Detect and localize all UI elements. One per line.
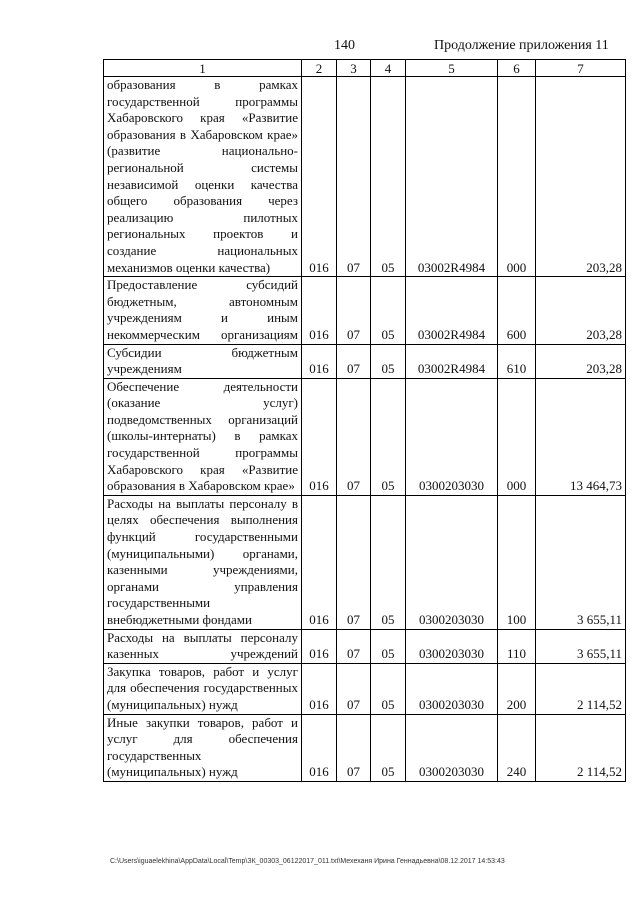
cell-section: 07 <box>337 378 371 495</box>
cell-amount: 3 655,11 <box>536 495 626 629</box>
continuation-label: Продолжение приложения 11 <box>434 38 609 53</box>
cell-expense-type: 240 <box>498 714 536 781</box>
footer-file-path: C:\Users\iguaelekhina\AppData\Local\Temp\ЗК_00303_06122017_011.txt\Мехеханя Ирина Геннадьевна\08.12.2017 14:53:43 <box>110 858 505 865</box>
cell-expense-type: 110 <box>498 629 536 663</box>
table-header-row <box>104 60 626 77</box>
row-description: Закупка товаров, работ и услуг для обеспечения государственных (муниципальных) нужд <box>104 663 302 714</box>
cell-target-article: 03002R4984 <box>406 277 498 344</box>
table-row <box>104 378 626 495</box>
cell-expense-type: 600 <box>498 277 536 344</box>
cell-section: 07 <box>337 277 371 344</box>
page-number: 140 <box>334 38 355 53</box>
cell-subsection: 05 <box>371 77 406 277</box>
cell-amount: 203,28 <box>536 277 626 344</box>
cell-section: 07 <box>337 663 371 714</box>
cell-section: 07 <box>337 495 371 629</box>
table-row <box>104 77 626 277</box>
row-description: Расходы на выплаты персоналу в целях обеспечения выполнения функций государственными (муниципальными) органами, казенными учреждениями, органами управления государственными внебюджетными фондами <box>104 495 302 629</box>
cell-ministry-code: 016 <box>302 277 337 344</box>
cell-subsection: 05 <box>371 378 406 495</box>
cell-subsection: 05 <box>371 277 406 344</box>
cell-expense-type: 100 <box>498 495 536 629</box>
row-description: Субсидии бюджетным учреждениям <box>104 344 302 378</box>
row-description: Предоставление субсидий бюджетным, автономным учреждениям и иным некоммерческим организациям <box>104 277 302 344</box>
cell-section: 07 <box>337 714 371 781</box>
cell-ministry-code: 016 <box>302 77 337 277</box>
cell-target-article: 0300203030 <box>406 495 498 629</box>
cell-ministry-code: 016 <box>302 378 337 495</box>
table-row <box>104 629 626 663</box>
cell-target-article: 0300203030 <box>406 714 498 781</box>
cell-amount: 203,28 <box>536 344 626 378</box>
cell-section: 07 <box>337 629 371 663</box>
cell-expense-type: 200 <box>498 663 536 714</box>
budget-table <box>103 59 626 782</box>
cell-amount: 203,28 <box>536 77 626 277</box>
row-description: образования в рамках государственной программы Хабаровского края «Развитие образования в Хабаровском крае» (развитие национально-региональной системы независимой оценки качества общего образования через реализацию пилотных региональных проектов и создание национальных механизмов оценки качества) <box>104 77 302 277</box>
cell-target-article: 0300203030 <box>406 663 498 714</box>
cell-section: 07 <box>337 77 371 277</box>
cell-expense-type: 000 <box>498 378 536 495</box>
cell-ministry-code: 016 <box>302 344 337 378</box>
row-description: Обеспечение деятельности (оказание услуг) подведомственных организаций (школы-интернаты) в рамках государственной программы Хабаровского края «Развитие образования в Хабаровском крае» <box>104 378 302 495</box>
cell-subsection: 05 <box>371 495 406 629</box>
cell-subsection: 05 <box>371 714 406 781</box>
column-header: 5 <box>406 60 498 77</box>
column-header: 1 <box>104 60 302 77</box>
column-header: 2 <box>302 60 337 77</box>
cell-ministry-code: 016 <box>302 663 337 714</box>
cell-expense-type: 610 <box>498 344 536 378</box>
cell-expense-type: 000 <box>498 77 536 277</box>
cell-target-article: 03002R4984 <box>406 77 498 277</box>
cell-amount: 13 464,73 <box>536 378 626 495</box>
row-description: Иные закупки товаров, работ и услуг для обеспечения государственных (муниципальных) нужд <box>104 714 302 781</box>
table-row <box>104 344 626 378</box>
cell-ministry-code: 016 <box>302 495 337 629</box>
cell-target-article: 0300203030 <box>406 378 498 495</box>
cell-amount: 3 655,11 <box>536 629 626 663</box>
table-row <box>104 714 626 781</box>
table-row <box>104 277 626 344</box>
cell-subsection: 05 <box>371 344 406 378</box>
cell-ministry-code: 016 <box>302 629 337 663</box>
column-header: 6 <box>498 60 536 77</box>
cell-amount: 2 114,52 <box>536 714 626 781</box>
column-header: 7 <box>536 60 626 77</box>
cell-target-article: 0300203030 <box>406 629 498 663</box>
cell-subsection: 05 <box>371 663 406 714</box>
table-row <box>104 663 626 714</box>
cell-ministry-code: 016 <box>302 714 337 781</box>
column-header: 3 <box>337 60 371 77</box>
column-header: 4 <box>371 60 406 77</box>
table-row <box>104 495 626 629</box>
cell-target-article: 03002R4984 <box>406 344 498 378</box>
cell-subsection: 05 <box>371 629 406 663</box>
cell-section: 07 <box>337 344 371 378</box>
cell-amount: 2 114,52 <box>536 663 626 714</box>
row-description: Расходы на выплаты персоналу казенных учреждений <box>104 629 302 663</box>
